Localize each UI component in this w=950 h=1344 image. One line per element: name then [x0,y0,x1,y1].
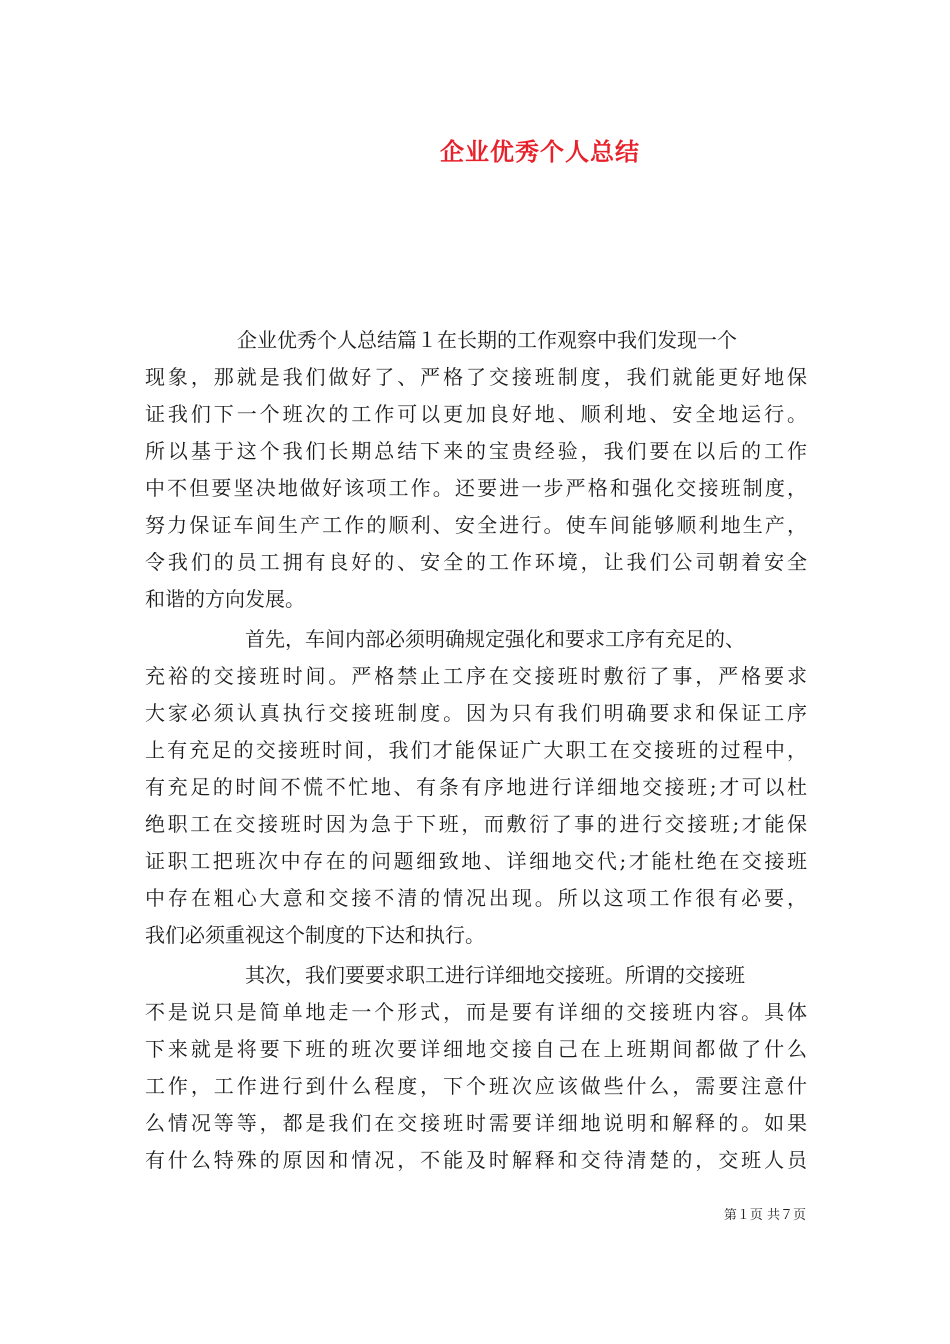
paragraph-line: 现象，那就是我们做好了、严格了交接班制度，我们就能更好地保 [145,365,807,389]
paragraph-line: 首先，车间内部必须明确规定强化和要求工序有充足的、 [245,627,745,651]
paragraph-line: 其次，我们要要求职工进行详细地交接班。所谓的交接班 [245,963,745,987]
paragraph-line: 和谐的方向发展。 [145,587,305,611]
paragraph-line: 下来就是将要下班的班次要详细地交接自己在上班期间都做了什么 [145,1037,807,1061]
paragraph-line: 么情况等等，都是我们在交接班时需要详细地说明和解释的。如果 [145,1111,807,1135]
paragraph-line: 中存在粗心大意和交接不清的情况出现。所以这项工作很有必要， [145,886,807,910]
paragraph-line: 充裕的交接班时间。严格禁止工序在交接班时敷衍了事，严格要求 [145,664,807,688]
paragraph-line: 有什么特殊的原因和情况，不能及时解释和交待清楚的，交班人员 [145,1148,807,1172]
paragraph-line: 有充足的时间不慌不忙地、有条有序地进行详细地交接班;才可以杜 [145,775,807,799]
paragraph-line: 令我们的员工拥有良好的、安全的工作环境，让我们公司朝着安全 [145,550,807,574]
paragraph-line: 企业优秀个人总结篇１在长期的工作观察中我们发现一个 [237,328,737,352]
document-body [145,322,807,1182]
paragraph-line: 所以基于这个我们长期总结下来的宝贵经验，我们要在以后的工作 [145,439,807,463]
paragraph-line: 证职工把班次中存在的问题细致地、详细地交代;才能杜绝在交接班 [145,849,807,873]
paragraph-line: 努力保证车间生产工作的顺利、安全进行。使车间能够顺利地生产， [145,513,807,537]
paragraph-line: 绝职工在交接班时因为急于下班，而敷衍了事的进行交接班;才能保 [145,812,807,836]
paragraph-line: 证我们下一个班次的工作可以更加良好地、顺利地、安全地运行。 [145,402,807,426]
paragraph-line: 大家必须认真执行交接班制度。因为只有我们明确要求和保证工序 [145,701,807,725]
paragraph-line: 上有充足的交接班时间，我们才能保证广大职工在交接班的过程中， [145,738,807,762]
paragraph [145,621,807,954]
paragraph-line: 不是说只是简单地走一个形式，而是要有详细的交接班内容。具体 [145,1000,807,1024]
page-number-footer: 第１页 共７页 [723,1208,806,1223]
paragraph [145,957,807,1179]
paragraph-line: 我们必须重视这个制度的下达和执行。 [145,923,485,947]
paragraph-line: 工作，工作进行到什么程度，下个班次应该做些什么，需要注意什 [145,1074,807,1098]
document-title: 企业优秀个人总结 [440,137,640,166]
paragraph-line: 中不但要坚决地做好该项工作。还要进一步严格和强化交接班制度， [145,476,807,500]
paragraph [145,322,807,618]
